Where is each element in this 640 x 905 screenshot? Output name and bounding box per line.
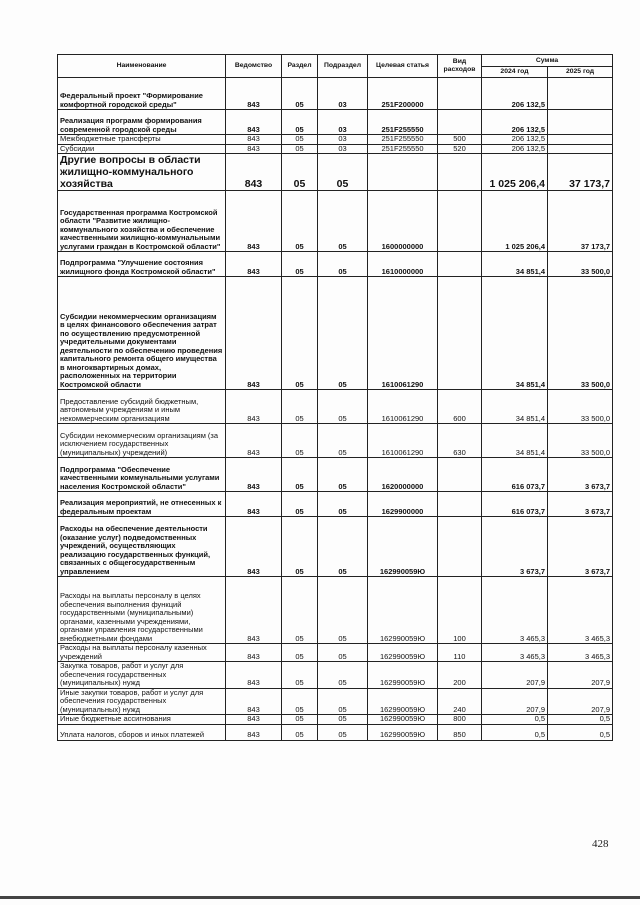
- cell-subsection: 05: [318, 662, 368, 689]
- cell-subsection: 05: [318, 492, 368, 517]
- header-sum: Сумма: [482, 55, 613, 67]
- cell-expense-type: 200: [438, 662, 482, 689]
- cell-expense-type: [438, 277, 482, 390]
- cell-subsection: 05: [318, 577, 368, 644]
- cell-target-article: 162990059Ю: [368, 724, 438, 740]
- cell-subsection: 03: [318, 110, 368, 135]
- table-row: [58, 135, 613, 145]
- cell-sum-2025: 37 173,7: [548, 191, 613, 252]
- cell-department: 843: [226, 517, 282, 577]
- cell-subsection: 05: [318, 390, 368, 424]
- cell-section: 05: [282, 517, 318, 577]
- cell-target-article: 1610061290: [368, 424, 438, 458]
- cell-expense-type: [438, 492, 482, 517]
- cell-sum-2024: 1 025 206,4: [482, 191, 548, 252]
- cell-target-article: 162990059Ю: [368, 662, 438, 689]
- header-name: Наименование: [58, 55, 226, 78]
- cell-expense-type: [438, 191, 482, 252]
- cell-subsection: 05: [318, 724, 368, 740]
- cell-sum-2024: 616 073,7: [482, 458, 548, 492]
- cell-name: Уплата налогов, сборов и иных платежей: [58, 724, 226, 740]
- cell-department: 843: [226, 424, 282, 458]
- cell-expense-type: [438, 154, 482, 191]
- cell-target-article: 162990059Ю: [368, 517, 438, 577]
- cell-sum-2025: 3 673,7: [548, 458, 613, 492]
- cell-section: 05: [282, 78, 318, 110]
- cell-name: Субсидии: [58, 144, 226, 154]
- cell-name: Расходы на выплаты персоналу казенных учреждений: [58, 644, 226, 662]
- table-row: [58, 458, 613, 492]
- cell-department: 843: [226, 662, 282, 689]
- table-row: [58, 154, 613, 191]
- cell-name: Иные закупки товаров, работ и услуг для обеспечения государственных (муниципальных) нужд: [58, 688, 226, 715]
- table-row: [58, 277, 613, 390]
- table-row: [58, 78, 613, 110]
- cell-target-article: 1610061290: [368, 277, 438, 390]
- table-row: [58, 644, 613, 662]
- table-body: [58, 78, 613, 741]
- cell-sum-2025: 3 673,7: [548, 517, 613, 577]
- cell-section: 05: [282, 252, 318, 277]
- table-row: [58, 662, 613, 689]
- cell-sum-2025: 0,5: [548, 724, 613, 740]
- header-section: Раздел: [282, 55, 318, 78]
- cell-target-article: 162990059Ю: [368, 577, 438, 644]
- cell-sum-2025: 3 465,3: [548, 644, 613, 662]
- cell-sum-2025: [548, 110, 613, 135]
- cell-department: 843: [226, 110, 282, 135]
- table-row: [58, 715, 613, 725]
- cell-sum-2024: 3 465,3: [482, 577, 548, 644]
- cell-department: 843: [226, 724, 282, 740]
- cell-target-article: 1610061290: [368, 390, 438, 424]
- cell-name: Реализация мероприятий, не отнесенных к федеральным проектам: [58, 492, 226, 517]
- page-bottom-rule: [0, 896, 640, 899]
- cell-department: 843: [226, 277, 282, 390]
- cell-expense-type: 850: [438, 724, 482, 740]
- cell-subsection: 05: [318, 424, 368, 458]
- cell-section: 05: [282, 492, 318, 517]
- cell-department: 843: [226, 492, 282, 517]
- cell-sum-2025: [548, 144, 613, 154]
- cell-target-article: 162990059Ю: [368, 644, 438, 662]
- table-row: [58, 191, 613, 252]
- cell-target-article: 162990059Ю: [368, 688, 438, 715]
- cell-department: 843: [226, 390, 282, 424]
- cell-expense-type: [438, 78, 482, 110]
- cell-section: 05: [282, 458, 318, 492]
- table-row: [58, 252, 613, 277]
- cell-department: 843: [226, 252, 282, 277]
- cell-section: 05: [282, 110, 318, 135]
- cell-section: 05: [282, 644, 318, 662]
- cell-target-article: 251F255550: [368, 135, 438, 145]
- cell-subsection: 03: [318, 78, 368, 110]
- cell-sum-2025: [548, 78, 613, 110]
- table-row: [58, 492, 613, 517]
- cell-sum-2024: 206 132,5: [482, 135, 548, 145]
- cell-sum-2025: 37 173,7: [548, 154, 613, 191]
- cell-department: 843: [226, 688, 282, 715]
- cell-sum-2025: 33 500,0: [548, 390, 613, 424]
- cell-name: Иные бюджетные ассигнования: [58, 715, 226, 725]
- page-number: 428: [592, 838, 609, 850]
- cell-sum-2025: 207,9: [548, 688, 613, 715]
- cell-subsection: 05: [318, 154, 368, 191]
- cell-sum-2024: 0,5: [482, 715, 548, 725]
- cell-sum-2024: 34 851,4: [482, 252, 548, 277]
- cell-expense-type: [438, 517, 482, 577]
- cell-sum-2024: 206 132,5: [482, 78, 548, 110]
- table-row: [58, 144, 613, 154]
- cell-sum-2024: 34 851,4: [482, 390, 548, 424]
- cell-section: 05: [282, 277, 318, 390]
- cell-expense-type: 240: [438, 688, 482, 715]
- cell-section: 05: [282, 144, 318, 154]
- cell-section: 05: [282, 154, 318, 191]
- cell-sum-2025: 0,5: [548, 715, 613, 725]
- cell-section: 05: [282, 724, 318, 740]
- cell-target-article: 251F255550: [368, 110, 438, 135]
- cell-target-article: 251F255550: [368, 144, 438, 154]
- cell-name: Межбюджетные трансферты: [58, 135, 226, 145]
- header-expense-type: Вид расходов: [438, 55, 482, 78]
- cell-sum-2024: 207,9: [482, 688, 548, 715]
- cell-department: 843: [226, 78, 282, 110]
- cell-name: Расходы на выплаты персоналу в целях обеспечения выполнения функций государственными (муниципальными) органами, казенными учреждениями, органами управления государственными внебюджетными фондами: [58, 577, 226, 644]
- cell-target-article: 1600000000: [368, 191, 438, 252]
- cell-target-article: [368, 154, 438, 191]
- cell-expense-type: [438, 458, 482, 492]
- cell-section: 05: [282, 715, 318, 725]
- table-row: [58, 517, 613, 577]
- table-row: [58, 724, 613, 740]
- cell-department: 843: [226, 577, 282, 644]
- cell-section: 05: [282, 191, 318, 252]
- cell-sum-2024: 0,5: [482, 724, 548, 740]
- cell-subsection: 05: [318, 517, 368, 577]
- table-row: [58, 424, 613, 458]
- cell-department: 843: [226, 191, 282, 252]
- cell-sum-2024: 34 851,4: [482, 424, 548, 458]
- cell-subsection: 05: [318, 277, 368, 390]
- cell-department: 843: [226, 135, 282, 145]
- cell-subsection: 03: [318, 144, 368, 154]
- cell-name: Подпрограмма "Улучшение состояния жилищного фонда Костромской области": [58, 252, 226, 277]
- cell-department: 843: [226, 154, 282, 191]
- cell-department: 843: [226, 458, 282, 492]
- header-year-2024: 2024 год: [482, 67, 548, 78]
- header-department: Ведомство: [226, 55, 282, 78]
- cell-expense-type: [438, 252, 482, 277]
- cell-name: Другие вопросы в области жилищно-коммунального хозяйства: [58, 154, 226, 191]
- cell-section: 05: [282, 390, 318, 424]
- cell-sum-2024: 616 073,7: [482, 492, 548, 517]
- cell-section: 05: [282, 135, 318, 145]
- table-row: [58, 110, 613, 135]
- cell-expense-type: 600: [438, 390, 482, 424]
- cell-subsection: 05: [318, 252, 368, 277]
- cell-name: Закупка товаров, работ и услуг для обеспечения государственных (муниципальных) нужд: [58, 662, 226, 689]
- cell-sum-2025: 33 500,0: [548, 424, 613, 458]
- cell-expense-type: 520: [438, 144, 482, 154]
- header-subsection: Подраздел: [318, 55, 368, 78]
- cell-sum-2025: 33 500,0: [548, 277, 613, 390]
- cell-sum-2025: 3 465,3: [548, 577, 613, 644]
- cell-department: 843: [226, 144, 282, 154]
- cell-name: Реализация программ формирования современной городской среды: [58, 110, 226, 135]
- cell-expense-type: 500: [438, 135, 482, 145]
- cell-section: 05: [282, 577, 318, 644]
- cell-subsection: 05: [318, 644, 368, 662]
- table-row: [58, 390, 613, 424]
- cell-name: Субсидии некоммерческим организациям в целях финансового обеспечения затрат по осуществлению предусмотренной учредительными документами деятельности по обеспечению проведения капитального ремонта общего имущества в многоквартирных домах, расположенных на территории Костромской области: [58, 277, 226, 390]
- cell-sum-2025: [548, 135, 613, 145]
- cell-sum-2024: 207,9: [482, 662, 548, 689]
- cell-section: 05: [282, 662, 318, 689]
- cell-section: 05: [282, 688, 318, 715]
- cell-subsection: 05: [318, 458, 368, 492]
- cell-expense-type: 110: [438, 644, 482, 662]
- cell-name: Подпрограмма "Обеспечение качественными коммунальными услугами населения Костромской области": [58, 458, 226, 492]
- cell-target-article: 1610000000: [368, 252, 438, 277]
- cell-expense-type: 100: [438, 577, 482, 644]
- cell-expense-type: 800: [438, 715, 482, 725]
- cell-sum-2025: 3 673,7: [548, 492, 613, 517]
- header-target-article: Целевая статья: [368, 55, 438, 78]
- cell-sum-2024: 3 465,3: [482, 644, 548, 662]
- cell-sum-2025: 207,9: [548, 662, 613, 689]
- cell-subsection: 05: [318, 191, 368, 252]
- cell-sum-2025: 33 500,0: [548, 252, 613, 277]
- cell-name: Федеральный проект "Формирование комфортной городской среды": [58, 78, 226, 110]
- cell-name: Расходы на обеспечение деятельности (оказание услуг) подведомственных учреждений, осуществляющих реализацию государственных функций, связанных с общегосударственным управлением: [58, 517, 226, 577]
- header-year-2025: 2025 год: [548, 67, 613, 78]
- cell-target-article: 251F200000: [368, 78, 438, 110]
- budget-table: [57, 54, 613, 741]
- table-row: [58, 688, 613, 715]
- cell-sum-2024: 1 025 206,4: [482, 154, 548, 191]
- cell-expense-type: 630: [438, 424, 482, 458]
- cell-target-article: 1620000000: [368, 458, 438, 492]
- cell-name: Предоставление субсидий бюджетным, автономным учреждениям и иным некоммерческим организациям: [58, 390, 226, 424]
- cell-department: 843: [226, 715, 282, 725]
- cell-target-article: 1629900000: [368, 492, 438, 517]
- cell-name: Субсидии некоммерческим организациям (за исключением государственных (муниципальных) учреждений): [58, 424, 226, 458]
- table-row: [58, 577, 613, 644]
- cell-name: Государственная программа Костромской области "Развитие жилищно-коммунального хозяйства и обеспечение качественными жилищно-коммунальными услугами граждан в Костромской области": [58, 191, 226, 252]
- cell-subsection: 05: [318, 715, 368, 725]
- cell-expense-type: [438, 110, 482, 135]
- cell-sum-2024: 206 132,5: [482, 110, 548, 135]
- cell-section: 05: [282, 424, 318, 458]
- cell-department: 843: [226, 644, 282, 662]
- cell-subsection: 03: [318, 135, 368, 145]
- cell-sum-2024: 3 673,7: [482, 517, 548, 577]
- cell-subsection: 05: [318, 688, 368, 715]
- cell-target-article: 162990059Ю: [368, 715, 438, 725]
- table-header: [58, 55, 613, 78]
- cell-sum-2024: 206 132,5: [482, 144, 548, 154]
- cell-sum-2024: 34 851,4: [482, 277, 548, 390]
